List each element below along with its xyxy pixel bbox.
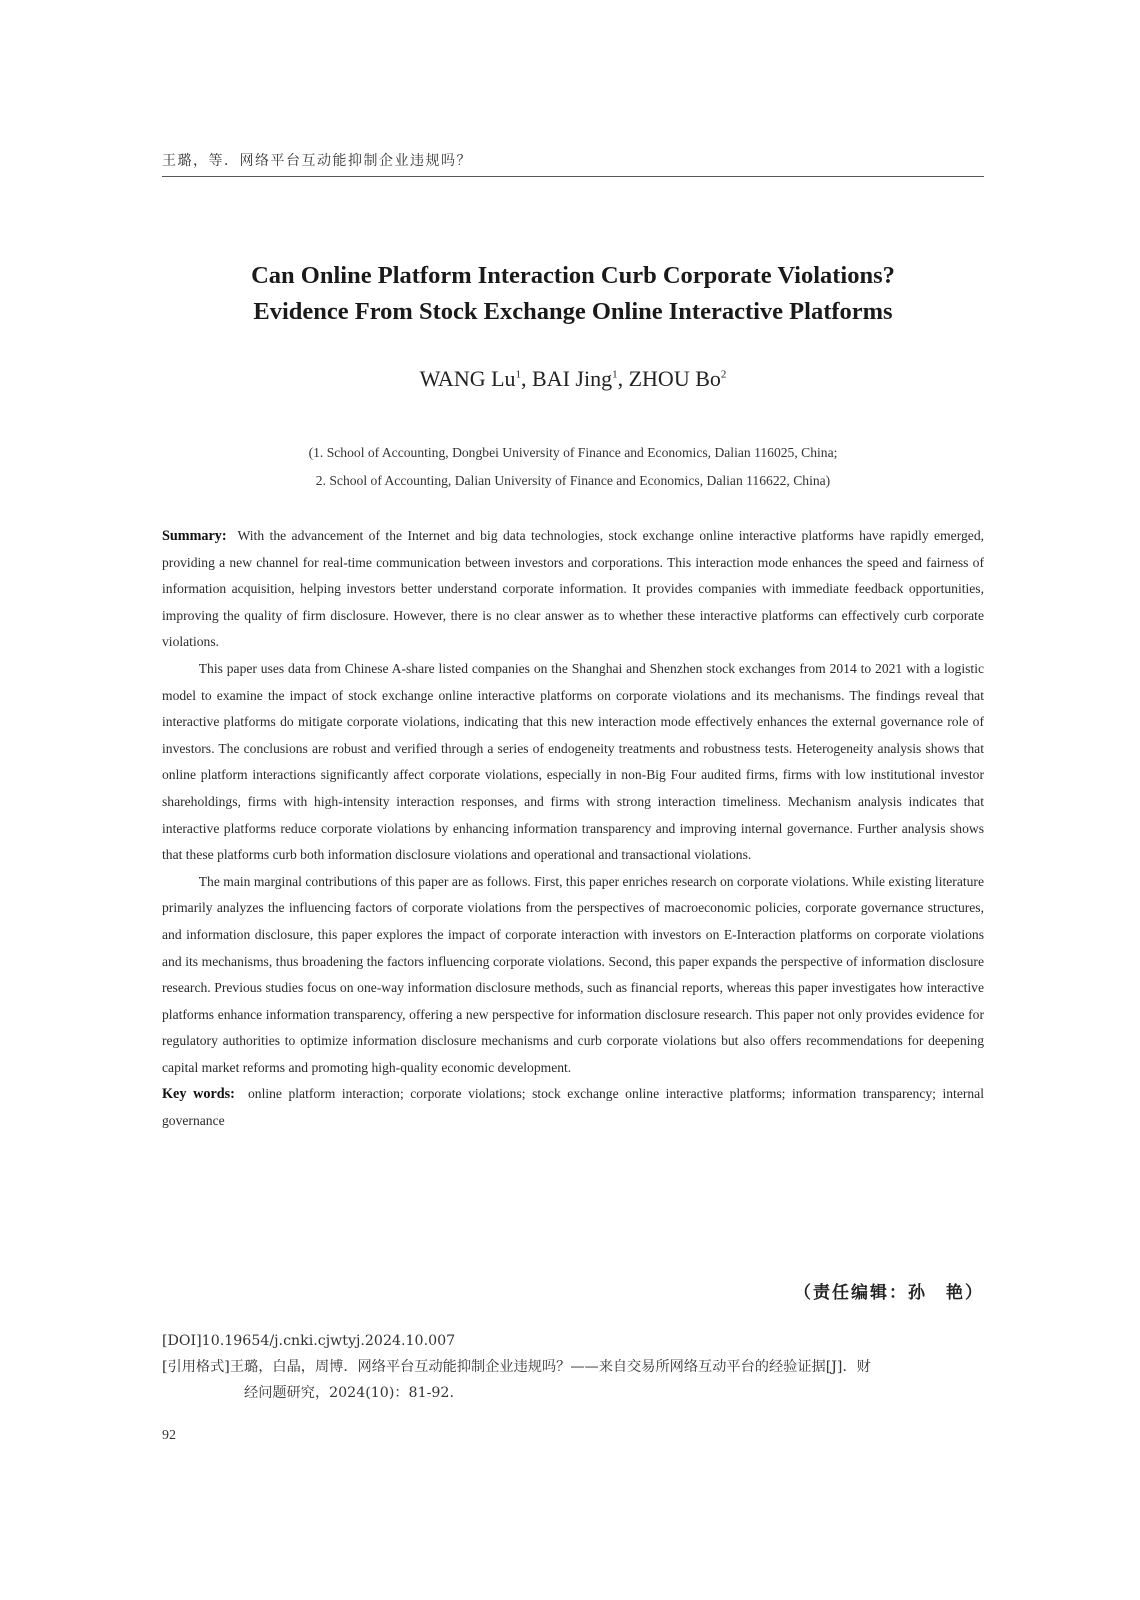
page-number: 92 <box>162 1428 176 1443</box>
keywords-text: online platform interaction; corporate violations; stock exchange online interactive platforms; information transparency; internal governance <box>162 1086 984 1129</box>
citation-line: [引用格式]王璐，白晶，周博．网络平台互动能抑制企业违规吗？——来自交易所网络互动平台的经验证据[J]．财 <box>162 1359 871 1375</box>
author-name: ZHOU Bo <box>628 366 721 391</box>
author-affiliation-mark: 1 <box>515 368 522 381</box>
running-header: 王璐，等．网络平台互动能抑制企业违规吗？ <box>162 150 984 177</box>
summary-paragraph <box>162 523 984 656</box>
reference-block <box>162 1328 984 1406</box>
summary-text: With the advancement of the Internet and big data technologies, stock exchange online interactive platforms have rapidly emerged, providing a new channel for real-time communication between investors and corporations. This interaction mode enhances the speed and fairness of information acquisition, helping investors better understand corporate information. It provides companies with immediate feedback opportunities, improving the quality of firm disclosure. However, there is no clear answer as to whether these interactive platforms can effectively curb corporate violations. <box>162 528 985 650</box>
summary-paragraph: This paper uses data from Chinese A-share listed companies on the Shanghai and Shenzhen stock exchanges from 2014 to 2021 with a logistic model to examine the impact of stock exchange online interactive platforms on corporate violations and its mechanisms. The findings reveal that interactive platforms do mitigate corporate violations, indicating that this new interaction mode effectively enhances the external governance role of investors. The conclusions are robust and verified through a series of endogeneity treatments and robustness tests. Heterogeneity analysis shows that online platform interactions significantly affect corporate violations, especially in non-Big Four audited firms, firms with low institutional investor shareholdings, firms with high-intensity interaction responses, and firms with strong interaction timeliness. Mechanism analysis indicates that interactive platforms reduce corporate violations by enhancing information transparency and improving internal governance. Further analysis shows that these platforms curb both information disclosure violations and operational and transactional violations. <box>162 660 984 863</box>
doi-line: [DOI]10.19654/j.cnki.cjwtyj.2024.10.007 <box>162 1333 456 1349</box>
title-line-1: Can Online Platform Interaction Curb Corporate Violations? <box>251 262 895 289</box>
citation-line-continued: 经问题研究，2024(10)：81-92. <box>244 1385 454 1401</box>
article-title <box>162 258 984 330</box>
keywords-paragraph <box>162 1081 984 1134</box>
author-affiliation-mark: 1 <box>612 368 618 381</box>
editor-credit: （责任编辑：孙 艳） <box>794 1283 984 1303</box>
keywords-label: Key words: <box>162 1086 235 1103</box>
author-name: WANG Lu <box>419 366 516 391</box>
author-affiliation-mark: 2 <box>720 368 727 381</box>
author-list: WANG Lu$^1$, BAI Jing$^1$, ZHOU Bo$^2$ <box>419 366 727 391</box>
affiliation-line: 2. School of Accounting, Dalian University of Finance and Economics, Dalian 116622, China) <box>315 473 831 488</box>
summary-paragraph: The main marginal contributions of this paper are as follows. First, this paper enriches research on corporate violations. While existing literature primarily analyzes the influencing factors of corporate violations from the perspectives of macroeconomic policies, corporate governance structures, and information disclosure, this paper explores the impact of corporate interaction with investors on E-Interaction platforms on corporate violations and its mechanisms, thus broadening the factors influencing corporate violations. Second, this paper expands the perspective of information disclosure research. Previous studies focus on one-way information disclosure methods, such as financial reports, whereas this paper investigates how interactive platforms enhance information transparency, offering a new perspective for information disclosure research. This paper not only provides evidence for regulatory authorities to optimize information disclosure mechanisms and curb corporate violations but also offers recommendations for deepening capital market reforms and promoting high-quality economic development. <box>162 873 984 1075</box>
affiliations <box>162 439 984 495</box>
author-name: BAI Jing <box>532 366 613 391</box>
abstract-body <box>162 523 984 1135</box>
title-line-2: Evidence From Stock Exchange Online Interactive Platforms <box>253 298 893 325</box>
affiliation-line: (1. School of Accounting, Dongbei University of Finance and Economics, Dalian 116025, China; <box>308 445 838 460</box>
summary-label: Summary: <box>162 528 227 544</box>
